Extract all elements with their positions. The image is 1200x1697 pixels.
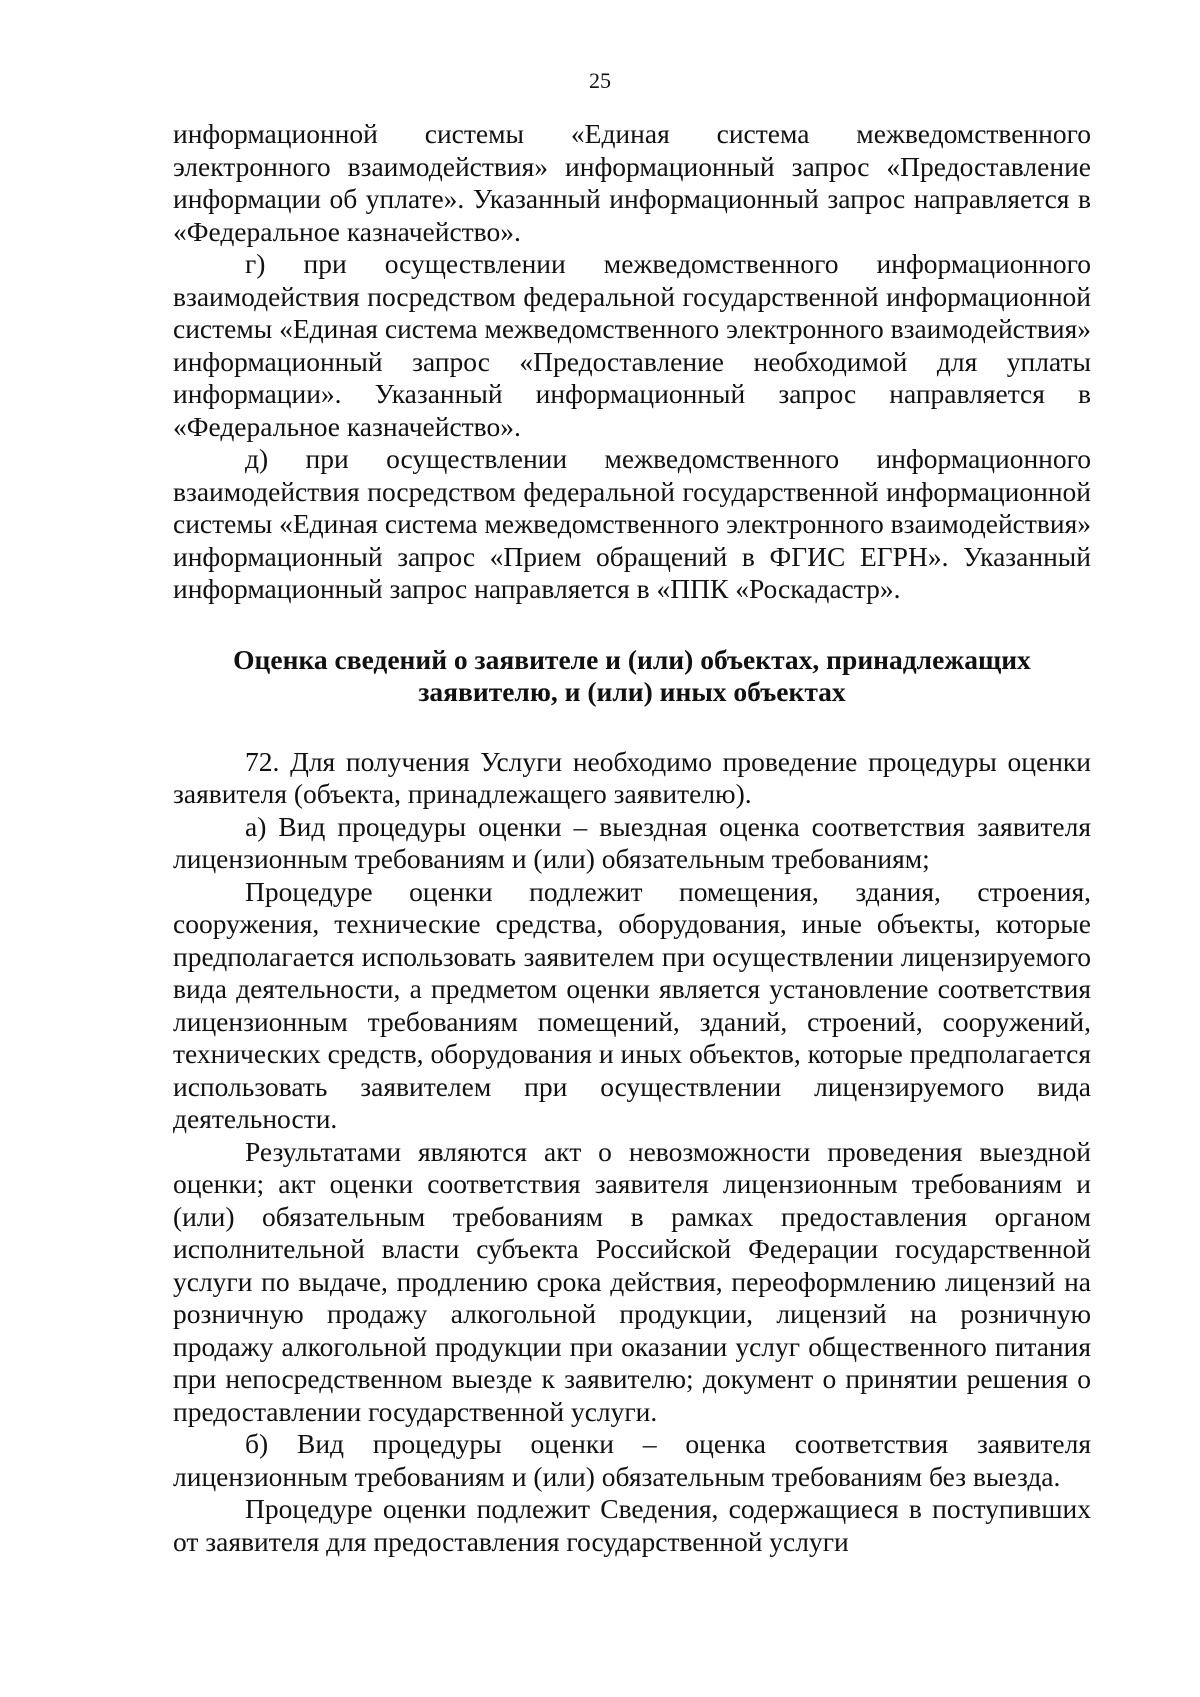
document-body [173,118,1091,1558]
section-heading [173,644,1091,709]
paragraph-assessment-subject-remote: Процедуре оценки подлежит Сведения, содержащиеся в поступивших от заявителя для предоставления государственной услуги [173,1493,1091,1557]
paragraph-item-b: б) Вид процедуры оценки – оценка соответствия заявителя лицензионным требованиям и (или) обязательным требованиям без выезда. [173,1428,1091,1492]
page-number: 25 [589,68,611,93]
paragraph-assessment-subject: Процедуре оценки подлежит помещения, здания, строения, сооружения, технические средства, оборудования, иные объекты, которые предполагается использовать заявителем при осуществлении лицензируемого вида деятельности, а предметом оценки является установление соответствия лицензионным требованиям помещений, зданий, строений, сооружений, технических средств, оборудования и иных объектов, которые предполагается использовать заявителем при осуществлении лицензируемого вида деятельности. [173,875,1091,1134]
paragraph-item-g: г) при осуществлении межведомственного информационного взаимодействия посредством федеральной государственной информационной системы «Единая система межведомственного электронного взаимодействия» информационный запрос «Предоставление необходимой для уплаты информации». Указанный информационный запрос направляется в «Федеральное казначейство». [173,248,1091,442]
paragraph-item-a: а) Вид процедуры оценки – выездная оценка соответствия заявителя лицензионным требованиям и (или) обязательным требованиям; [173,810,1091,874]
paragraph-72: 72. Для получения Услуги необходимо проведение процедуры оценки заявителя (объекта, принадлежащего заявителю). [173,745,1091,809]
paragraph-results: Результатами являются акт о невозможности проведения выездной оценки; акт оценки соответствия заявителя лицензионным требованиям и (или) обязательным требованиям в рамках предоставления органом исполнительной власти субъекта Российской Федерации государственной услуги по выдаче, продлению срока действия, переоформлению лицензий на розничную продажу алкогольной продукции, лицензий на розничную продажу алкогольной продукции при оказании услуг общественного питания при непосредственном выезде к заявителю; документ о принятии решения о предоставлении государственной услуги. [173,1135,1091,1427]
paragraph-continuation: информационной системы «Единая система межведомственного электронного взаимодействия» информационный запрос «Предоставление информации об уплате». Указанный информационный запрос направляется в «Федеральное казначейство». [173,118,1091,247]
section-heading-line-2: заявителю, и (или) иных объектах [418,676,846,707]
section-heading-line-1: Оценка сведений о заявителе и (или) объектах, принадлежащих [233,643,1031,675]
paragraph-item-d: д) при осуществлении межведомственного информационного взаимодействия посредством федеральной государственной информационной системы «Единая система межведомственного электронного взаимодействия» информационный запрос «Прием обращений в ФГИС ЕГРН». Указанный информационный запрос направляется в «ППК «Роскадастр». [173,443,1091,604]
